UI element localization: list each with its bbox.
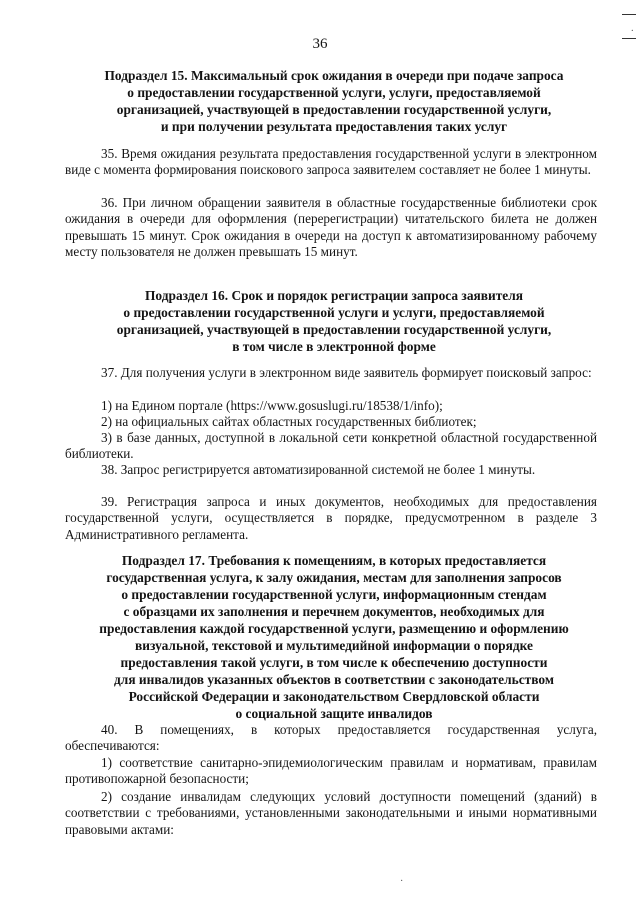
heading-line: Подраздел 16. Срок и порядок регистрации запроса заявителя — [145, 288, 523, 303]
scan-edge-mark — [622, 14, 636, 15]
section-15-heading — [64, 67, 604, 135]
paragraph-39: 39. Регистрация запроса и иных документов, необходимых для предоставления государственной услуги, осуществляется в порядке, предусмотренном в разделе 3 Административного регламента. — [65, 494, 597, 542]
scan-speck: · — [400, 876, 404, 887]
list-item-40-1: 1) соответствие санитарно-эпидемиологическим правилам и нормативам, правилам противопожарной безопасности; — [65, 755, 597, 787]
heading-line: Подраздел 15. Максимальный срок ожидания в очереди при подаче запроса — [104, 68, 564, 83]
heading-line: в том числе в электронной форме — [232, 339, 436, 354]
heading-line: организацией, участвующей в предоставлении государственной услуги, — [116, 322, 552, 337]
paragraph-40: 40. В помещениях, в которых предоставляется государственная услуга, обеспечиваются: — [65, 722, 597, 754]
section-17-heading — [64, 552, 604, 722]
heading-line: с образцами их заполнения и перечнем документов, необходимых для — [123, 604, 545, 619]
heading-line: для инвалидов указанных объектов в соответствии с законодательством — [114, 672, 554, 687]
scan-speck: · — [630, 26, 634, 37]
paragraph-36: 36. При личном обращении заявителя в областные государственные библиотеки срок ожидания в очереди для оформления (перерегистрации) читательского билета не должен превышать 15 минут. Срок ожидания в очереди на доступ к автоматизированному рабочему месту пользователя не должен превышать 15 минут. — [65, 195, 597, 260]
heading-line: государственная услуга, к залу ожидания, местам для заполнения запросов — [106, 570, 562, 585]
heading-line: предоставления такой услуги, в том числе к обеспечению доступности — [120, 655, 548, 670]
list-item-1: 1) на Едином портале (https://www.gosuslugi.ru/18538/1/info); — [101, 398, 443, 413]
heading-line: о предоставлении государственной услуги, информационным стендам — [121, 587, 547, 602]
page-number: 36 — [312, 36, 328, 52]
list-item-40-2: 2) создание инвалидам следующих условий доступности помещений (зданий) в соответствии с требованиями, установленными законодательными и иными нормативными правовыми актами: — [65, 789, 597, 837]
paragraph-37: 37. Для получения услуги в электронном виде заявитель формирует поисковый запрос: — [101, 365, 592, 380]
heading-line: предоставления каждой государственной услуги, размещению и оформлению — [99, 621, 569, 636]
list-item-2: 2) на официальных сайтах областных государственных библиотек; — [101, 414, 477, 429]
paragraph-35: 35. Время ожидания результата предоставления государственной услуги в электронном виде с момента формирования поискового запроса заявителем составляет не более 1 минуты. — [65, 146, 597, 178]
heading-line: и при получении результата предоставления таких услуг — [160, 119, 508, 134]
paragraph-38: 38. Запрос регистрируется автоматизированной системой не более 1 минуты. — [101, 462, 536, 477]
section-16-heading — [64, 287, 604, 355]
heading-line: о предоставлении государственной услуги и услуги, предоставляемой — [123, 305, 545, 320]
heading-line: о социальной защите инвалидов — [235, 706, 433, 721]
list-item-3: 3) в базе данных, доступной в локальной сети конкретной областной государственной библиотеки. — [65, 430, 597, 462]
heading-line: визуальной, текстовой и мультимедийной информации о порядке — [135, 638, 533, 653]
heading-line: Подраздел 17. Требования к помещениям, в которых предоставляется — [121, 553, 547, 568]
heading-line: Российской Федерации и законодательством Свердловской области — [128, 689, 540, 704]
heading-line: организацией, участвующей в предоставлении государственной услуги, — [116, 102, 552, 117]
scan-edge-mark — [622, 38, 636, 39]
heading-line: о предоставлении государственной услуги, услуги, предоставляемой — [127, 85, 541, 100]
